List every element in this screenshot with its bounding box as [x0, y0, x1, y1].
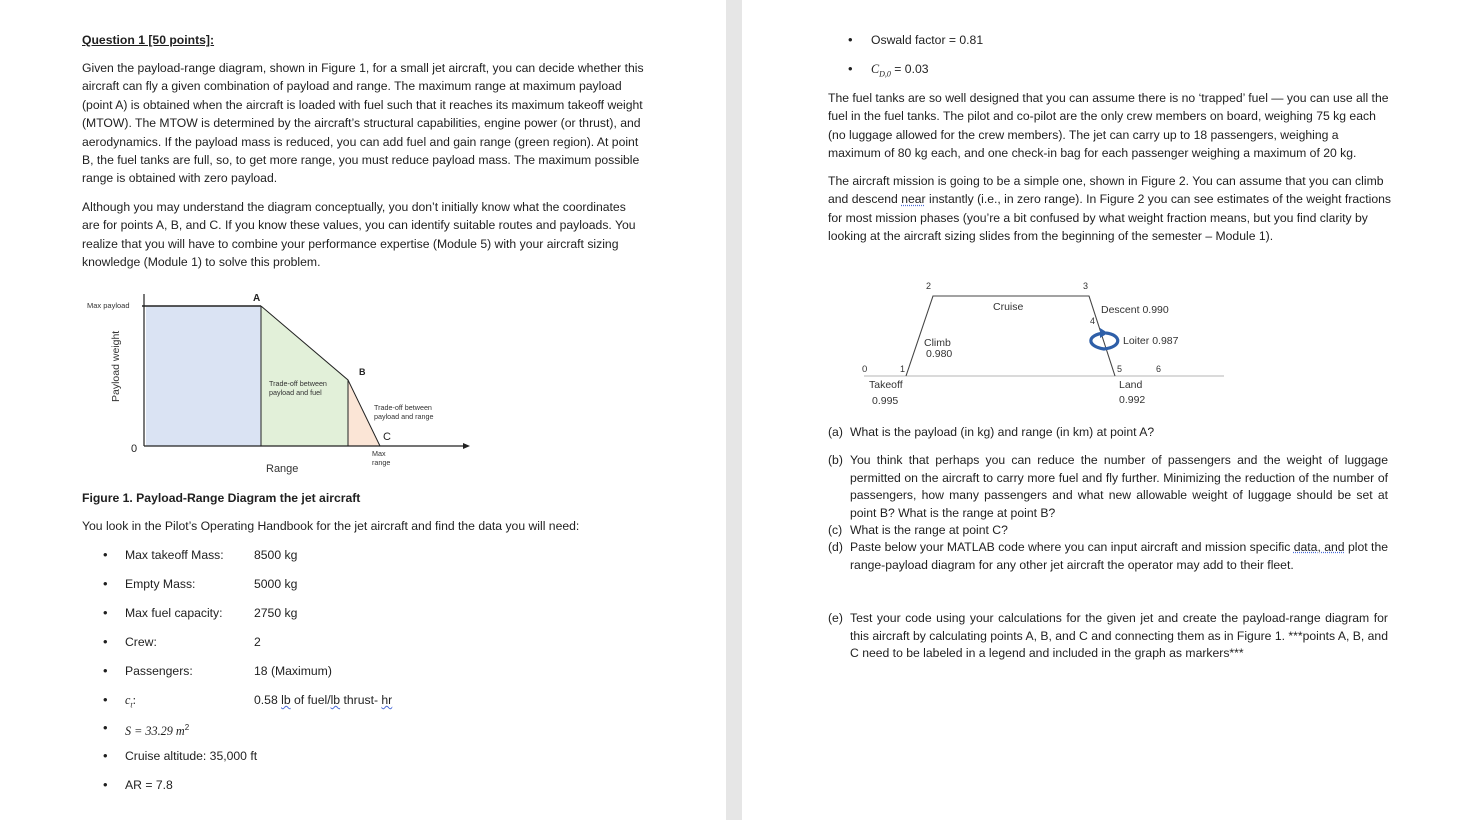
max-payload-label: Max payload — [87, 301, 130, 310]
conceptual-paragraph: Although you may understand the diagram conceptually, you don’t initially know what the coordinates are for points A, B, and C. If you know these values, you can identify suitable routes and payloads. You realize that you will have to combine your performance expertise (Module 5) with your aircraft sizing knowledge (Module 1) to solve this problem. — [82, 200, 636, 270]
question-a — [828, 424, 1388, 442]
bullet-dot: • — [103, 634, 108, 649]
waypoint-1: 1 — [900, 364, 906, 374]
spec-label: Crew: — [125, 635, 157, 649]
intro-paragraph: Given the payload-range diagram, shown in Figure 1, for a small jet aircraft, you can decide whether this aircraft can fly a given combination of payload and range. The maximum range at maximum payload (point A) is obtained when the aircraft is loaded with fuel such that it reaches its maximum takeoff weight (MTOW). The MTOW is determined by the aircraft’s structural capabilities, engine power (or thrust), and aerodynamics. If the payload mass is reduced, you can add fuel and gain range (green region). At point B, the fuel tanks are full, so, to get more range, you must reduce payload mass. The maximum possible range is obtained with zero payload. — [82, 61, 644, 186]
origin-label: 0 — [131, 443, 138, 455]
ct-value: 0.58 lb of fuel/lb thrust- hr — [254, 693, 393, 707]
payload-range-figure — [80, 284, 480, 480]
wing-area: S = 33.29 $m^2$ — [125, 723, 190, 739]
climb-label: Climb — [924, 337, 951, 349]
bullet-dot: • — [103, 605, 108, 620]
bullet-dot: • — [103, 663, 108, 678]
bullet-dot: • — [848, 61, 853, 76]
bullet-dot: • — [848, 32, 853, 47]
y-axis-label: Payload weight — [110, 330, 122, 402]
point-a-label: A — [253, 293, 261, 304]
spec-label: Passengers: — [125, 664, 193, 678]
waypoint-6: 6 — [1156, 364, 1162, 374]
question-d — [828, 539, 1388, 574]
waypoint-0: 0 — [862, 364, 868, 375]
question-heading: Question 1 [50 points]: — [82, 33, 215, 47]
pilot-handbook-intro: You look in the Pilot’s Operating Handbook for the jet aircraft and find the data you will need: — [82, 519, 580, 533]
document-page-left — [0, 0, 726, 820]
cd0-value: $C_{D,0} = 0.03$ — [871, 62, 929, 79]
spec-value: 5000 kg — [254, 577, 298, 591]
ct-label: $c_t$: — [125, 693, 137, 710]
tradeoff-range-label-2: payload and range — [374, 412, 434, 421]
fuel-tank-paragraph: The fuel tanks are so well designed that you can assume there is no ‘trapped’ fuel — you can use all the fuel in the fuel tanks. The pilot and co-pilot are the only crew members on board, weighing 75 kg each (no luggage allowed for the crew members). The jet can carry up to 18 passengers, weighing a maximum of 80 kg each, and one check-in bag for each passenger weighing a maximum of 20 kg. — [828, 91, 1389, 161]
spec-label: Max takeoff Mass: — [125, 548, 224, 562]
bullet-dot: • — [103, 777, 108, 792]
spec-label: Empty Mass: — [125, 577, 196, 591]
takeoff-fraction: 0.995 — [872, 395, 899, 407]
mission-profile-figure — [842, 276, 1242, 412]
loiter-arrow-icon — [1091, 328, 1118, 349]
question-a-text: What is the payload (in kg) and range (in km) at point A? — [850, 425, 1155, 439]
spec-value: 18 (Maximum) — [254, 664, 332, 678]
question-c-text: What is the range at point C? — [850, 523, 1008, 537]
question-e-label: (e) — [828, 611, 843, 625]
question-e — [828, 610, 1388, 663]
document-page-right — [742, 0, 1467, 820]
cruise-altitude: Cruise altitude: 35,000 ft — [125, 749, 258, 763]
bullet-dot: • — [103, 547, 108, 562]
blue-region — [146, 306, 261, 446]
oswald-factor: Oswald factor = 0.81 — [871, 33, 984, 47]
loiter-label: Loiter 0.987 — [1123, 335, 1179, 347]
waypoint-5: 5 — [1117, 364, 1123, 374]
bullet-dot: • — [103, 748, 108, 763]
x-axis-label: Range — [266, 463, 299, 475]
point-c-label: C — [383, 431, 391, 443]
cruise-label: Cruise — [993, 301, 1024, 313]
descent-label: Descent 0.990 — [1101, 304, 1169, 316]
spec-value: 8500 kg — [254, 548, 298, 562]
tradeoff-fuel-label-1: Trade-off between — [269, 379, 327, 388]
figure1-caption: Figure 1. Payload-Range Diagram the jet aircraft — [82, 491, 361, 505]
bullet-dot: • — [103, 576, 108, 591]
tradeoff-range-label-1: Trade-off between — [374, 403, 432, 412]
question-d-label: (d) — [828, 540, 843, 554]
max-range-label-2: range — [372, 458, 391, 467]
tradeoff-fuel-label-2: payload and fuel — [269, 388, 322, 397]
bullet-dot: • — [103, 692, 108, 707]
land-fraction: 0.992 — [1119, 394, 1146, 406]
question-e-text: Test your code using your calculations for the given jet and create the payload-range diagram for this aircraft by calculating points A, B, and C and connecting them as in Figure 1. ***points A, B, and C need to be labeled in a legend and included in the graph as markers*** — [850, 611, 1388, 660]
spec-label: Max fuel capacity: — [125, 606, 223, 620]
question-b — [828, 452, 1388, 522]
bullet-dot: • — [103, 720, 108, 735]
question-b-label: (b) — [828, 453, 843, 467]
point-b-label: B — [359, 367, 366, 377]
waypoint-4: 4 — [1090, 316, 1096, 326]
question-c-label: (c) — [828, 523, 843, 537]
green-region — [261, 306, 348, 446]
waypoint-2: 2 — [926, 281, 932, 291]
mission-paragraph: The aircraft mission is going to be a simple one, shown in Figure 2. You can assume that you can climb and descend near instantly (i.e., in zero range). In Figure 2 you can see estimates of the weight fractions for most mission phases (you’re a bit confused by what weight fraction means, but you find clarity by looking at the aircraft sizing slides from the beginning of the semester – Module 1). — [828, 174, 1391, 244]
question-c — [828, 522, 1388, 540]
max-range-label-1: Max — [372, 449, 386, 458]
waypoint-3: 3 — [1083, 281, 1089, 291]
spec-value: 2750 kg — [254, 606, 298, 620]
question-d-text: Paste below your MATLAB code where you can input aircraft and mission specific data, and plot the range-payload diagram for any other jet aircraft the operator may add to their fleet. — [850, 540, 1388, 572]
x-axis-arrow — [463, 443, 470, 449]
spec-value: 2 — [254, 635, 261, 649]
question-b-text: You think that perhaps you can reduce the number of passengers and the weight of luggage permitted on the aircraft to carry more fuel and fly further. Minimizing the reduction of the number of passengers, how many passengers and what new allowable weight of luggage should be set at point B? What is the range at point B? — [850, 453, 1388, 520]
aspect-ratio: AR = 7.8 — [125, 778, 173, 792]
climb-fraction: 0.980 — [926, 348, 953, 360]
question-a-label: (a) — [828, 425, 843, 439]
land-label: Land — [1119, 379, 1143, 391]
takeoff-label: Takeoff — [869, 379, 903, 391]
